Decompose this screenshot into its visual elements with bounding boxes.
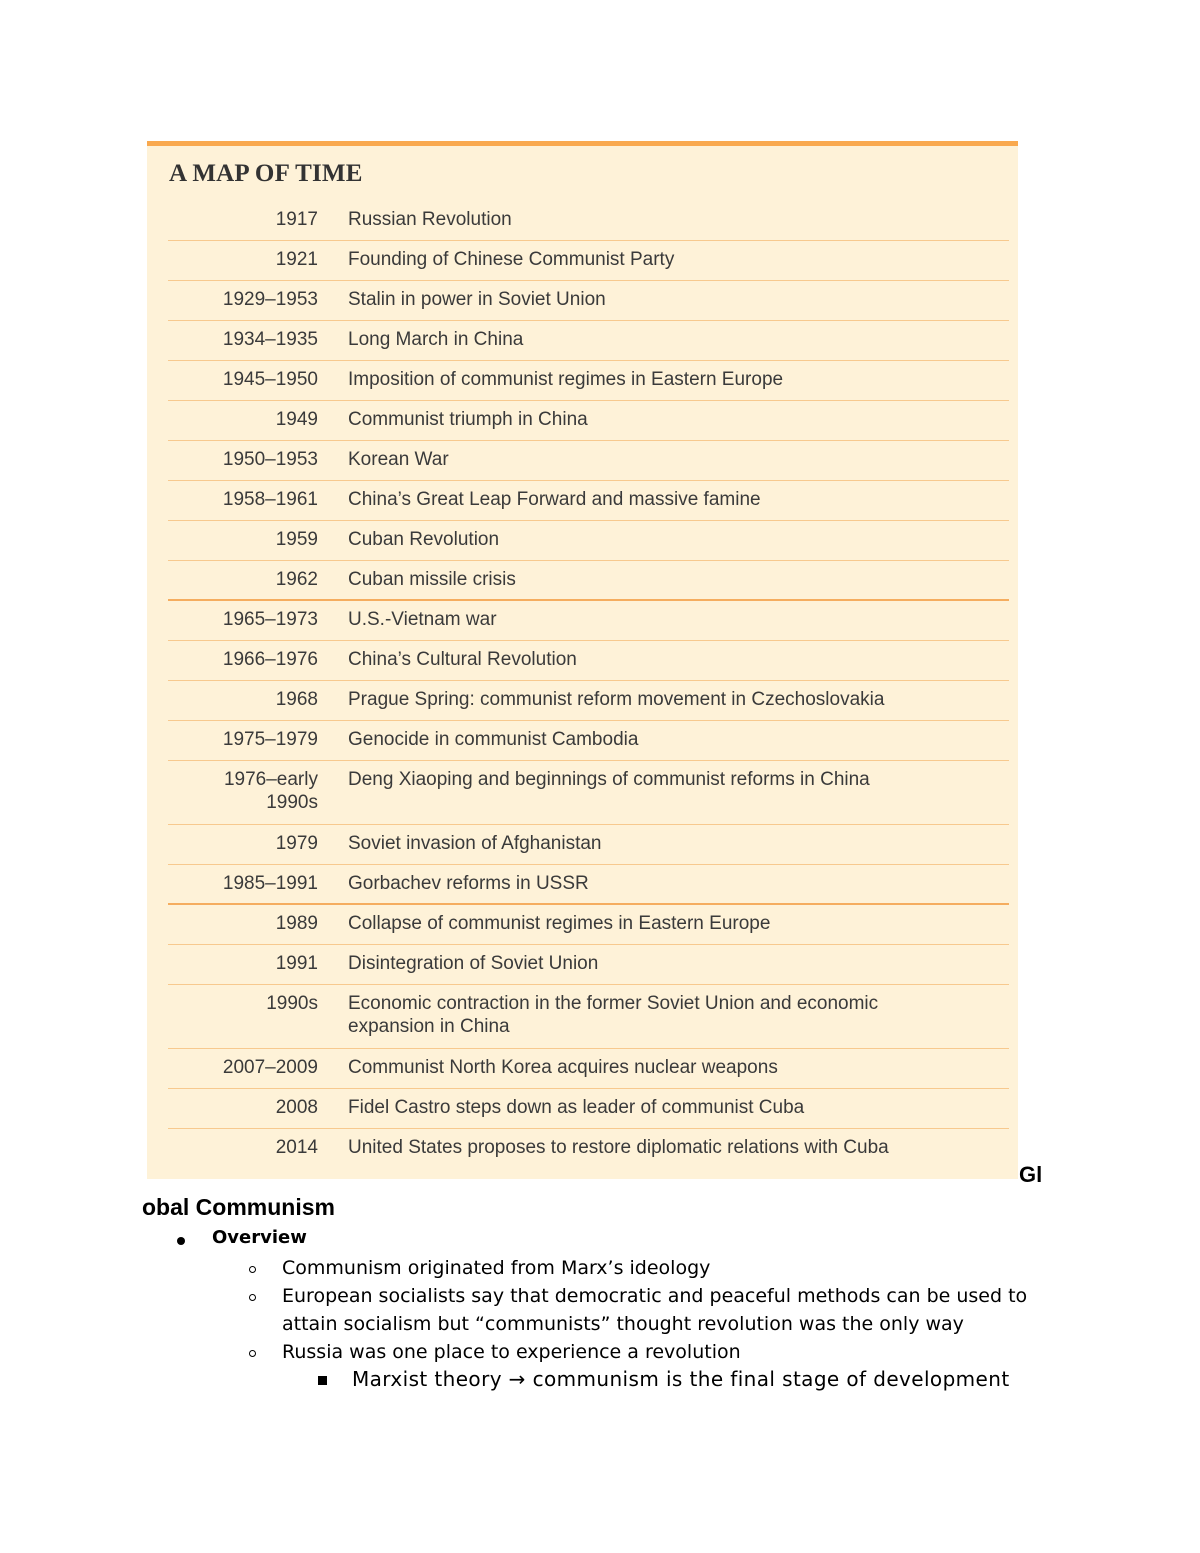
row-event: Economic contraction in the former Soviet Union and economic expansion in China (348, 993, 879, 1037)
timeline-row (168, 521, 1009, 561)
section-heading-start: Gl (1019, 1162, 1043, 1187)
section-heading: obal Communism (142, 1194, 335, 1220)
row-event: Soviet invasion of Afghanistan (348, 833, 602, 854)
timeline-row (168, 361, 1009, 401)
timeline-row (168, 945, 1009, 985)
row-date: 1949 (275, 409, 318, 430)
row-date: 1975–1979 (222, 729, 318, 750)
timeline-row (168, 1129, 1009, 1169)
row-date: 1965–1973 (222, 609, 318, 630)
timeline-row (168, 865, 1009, 905)
row-date: 1990s (266, 993, 318, 1014)
row-event: Cuban missile crisis (348, 569, 516, 590)
row-event: Founding of Chinese Communist Party (348, 249, 675, 270)
row-event: Genocide in communist Cambodia (348, 729, 639, 750)
row-date: 1934–1935 (222, 329, 318, 350)
row-date: 1985–1991 (222, 873, 318, 894)
timeline-row (168, 761, 1009, 825)
timeline-row (168, 441, 1009, 481)
timeline-box (147, 141, 1018, 1179)
row-event: Collapse of communist regimes in Eastern Europe (348, 913, 771, 934)
row-event: China’s Great Leap Forward and massive famine (348, 489, 761, 510)
row-date: 1979 (275, 833, 318, 854)
timeline-row (168, 241, 1009, 281)
row-date: 2008 (275, 1097, 318, 1118)
row-date: 1968 (275, 689, 318, 710)
row-event: Communist North Korea acquires nuclear weapons (348, 1057, 778, 1078)
timeline-row (168, 825, 1009, 865)
hollow-circle-bullet-icon (249, 1294, 256, 1301)
row-event: U.S.-Vietnam war (348, 609, 497, 630)
row-event: United States proposes to restore diplomatic relations with Cuba (348, 1137, 889, 1158)
overview-label: Overview (212, 1227, 307, 1248)
timeline-row (168, 401, 1009, 441)
timeline-row (168, 1089, 1009, 1129)
row-date: 1958–1961 (222, 489, 318, 510)
filled-circle-bullet-icon (177, 1237, 185, 1245)
timeline-row (168, 481, 1009, 521)
row-date: 1921 (275, 249, 318, 270)
row-event: China’s Cultural Revolution (348, 649, 577, 670)
row-date: 1976–early 1990s (223, 769, 318, 813)
outline-point: Communism originated from Marx’s ideology (282, 1257, 711, 1279)
timeline-row (168, 201, 1009, 241)
timeline-row (168, 905, 1009, 945)
row-event: Stalin in power in Soviet Union (348, 289, 606, 310)
timeline-rows (168, 201, 1009, 1169)
square-bullet-icon (318, 1376, 327, 1385)
timeline-row (168, 985, 1009, 1049)
row-event: Cuban Revolution (348, 529, 500, 550)
row-date: 1991 (275, 953, 318, 974)
timeline-row (168, 601, 1009, 641)
row-date: 1989 (275, 913, 318, 934)
row-date: 1945–1950 (222, 369, 318, 390)
timeline-row (168, 561, 1009, 601)
row-event: Long March in China (348, 329, 524, 350)
hollow-circle-bullet-icon (249, 1350, 256, 1357)
timeline-row (168, 281, 1009, 321)
row-date: 1929–1953 (222, 289, 318, 310)
row-event: Prague Spring: communist reform movement in Czechoslovakia (348, 689, 885, 710)
timeline-row (168, 641, 1009, 681)
timeline-row (168, 721, 1009, 761)
row-date: 2014 (275, 1137, 318, 1158)
hollow-circle-bullet-icon (249, 1266, 256, 1273)
row-event: Disintegration of Soviet Union (348, 953, 599, 974)
outline-point: Russia was one place to experience a revolution (282, 1341, 741, 1363)
timeline-row (168, 1049, 1009, 1089)
outline-sub-point: Marxist theory → communism is the final stage of development (352, 1367, 1010, 1391)
row-date: 1917 (275, 209, 318, 230)
timeline-title: A MAP OF TIME (169, 160, 363, 187)
timeline-row (168, 321, 1009, 361)
row-date: 1966–1976 (222, 649, 318, 670)
row-date: 1959 (275, 529, 318, 550)
row-event: Communist triumph in China (348, 409, 588, 430)
row-event: Korean War (348, 449, 449, 470)
row-date: 1950–1953 (222, 449, 318, 470)
row-event: Imposition of communist regimes in Eastern Europe (348, 369, 784, 390)
row-event: Fidel Castro steps down as leader of communist Cuba (348, 1097, 805, 1118)
row-event: Gorbachev reforms in USSR (348, 873, 589, 894)
row-date: 2007–2009 (222, 1057, 318, 1078)
timeline-row (168, 681, 1009, 721)
row-event: Deng Xiaoping and beginnings of communist reforms in China (348, 769, 870, 790)
outline-point: European socialists say that democratic and peaceful methods can be used to attain socialism but “communists” thought revolution was the only way (282, 1285, 1028, 1335)
row-event: Russian Revolution (348, 209, 512, 230)
row-date: 1962 (275, 569, 318, 590)
